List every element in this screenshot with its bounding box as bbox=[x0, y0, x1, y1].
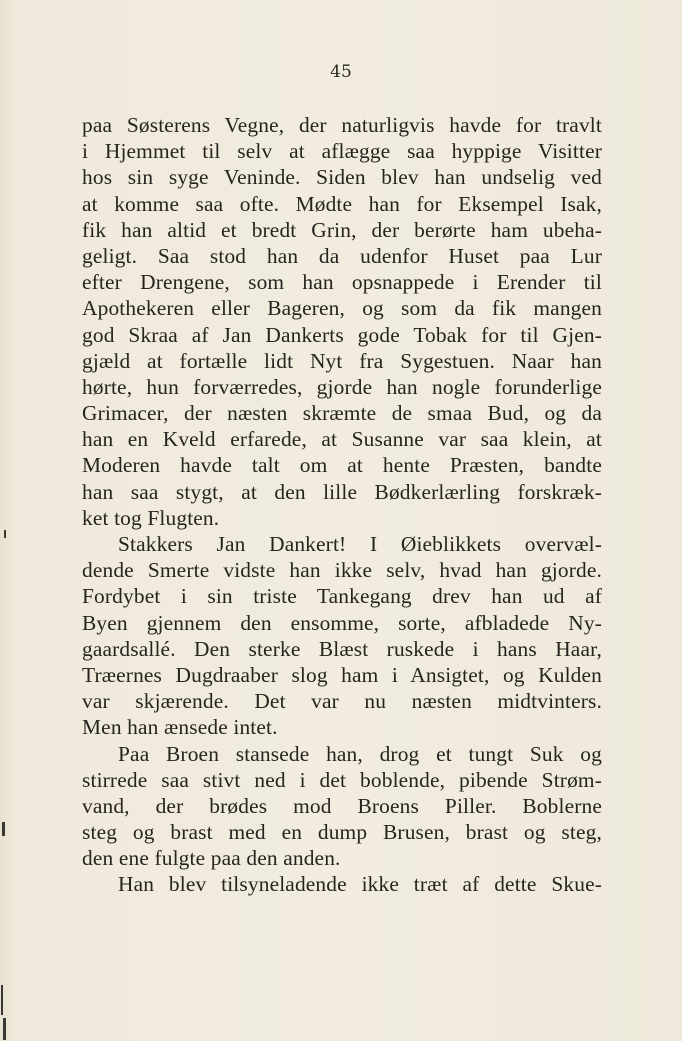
text-line: Byen gjennem den ensomme, sorte, afbladede Ny- bbox=[82, 610, 602, 635]
text-line: hos sin syge Veninde. Siden blev han undselig ved bbox=[82, 165, 602, 190]
text-line: Paa Broen stansede han, drog et tungt Suk og bbox=[118, 741, 602, 766]
text-line: ket tog Flugten. bbox=[82, 505, 220, 530]
text-line: Fordybet i sin triste Tankegang drev han ud af bbox=[82, 584, 602, 609]
text-line: god Skraa af Jan Dankerts gode Tobak for til Gjen- bbox=[82, 322, 602, 347]
text-line: steg og brast med en dump Brusen, brast og steg, bbox=[82, 820, 602, 845]
page-number: 45 bbox=[330, 62, 352, 82]
text-line: Træernes Dugdraaber slog ham i Ansigtet, og Kulden bbox=[82, 662, 602, 687]
text-line: i Hjemmet til selv at aflægge saa hyppige Visitter bbox=[82, 139, 602, 164]
text-line: efter Drengene, som han opsnappede i Erender til bbox=[82, 270, 602, 295]
text-line: han saa stygt, at den lille Bødkerlærling forskræk- bbox=[82, 479, 602, 504]
margin-mark bbox=[4, 530, 6, 538]
text-line: Stakkers Jan Dankert! I Øieblikkets overvæl- bbox=[118, 532, 602, 556]
text-line: at komme saa ofte. Mødte han for Eksempel Isak, bbox=[82, 191, 602, 216]
text-line: Han blev tilsyneladende ikke træt af dette Skue- bbox=[118, 872, 602, 897]
text-line: han en Kveld erfarede, at Susanne var saa klein, at bbox=[82, 427, 602, 452]
text-line: gjæld at fortælle lidt Nyt fra Sygestuen. Naar han bbox=[82, 348, 602, 373]
text-line: den ene fulgte paa den anden. bbox=[82, 846, 341, 871]
text-line: Grimacer, der næsten skræmte de smaa Bud, og da bbox=[82, 401, 602, 426]
text-line: geligt. Saa stod han da udenfor Huset paa Lur bbox=[82, 243, 602, 268]
body-text bbox=[82, 112, 602, 898]
text-line: Apothekeren eller Bageren, og som da fik mangen bbox=[82, 296, 602, 321]
text-line: var skjærende. Det var nu næsten midtvinters. bbox=[82, 689, 602, 714]
text-line: hørte, hun forværredes, gjorde han nogle forunderlige bbox=[82, 374, 602, 399]
margin-mark bbox=[1, 985, 3, 1015]
text-line: Men han ænsede intet. bbox=[82, 715, 278, 740]
text-line: paa Søsterens Vegne, der naturligvis havde for travlt bbox=[82, 113, 602, 137]
margin-mark bbox=[3, 1018, 6, 1040]
text-line: Moderen havde talt om at hente Præsten, bandte bbox=[82, 453, 602, 478]
margin-mark bbox=[2, 822, 5, 836]
text-line: gaardsallé. Den sterke Blæst ruskede i hans Haar, bbox=[82, 636, 602, 661]
text-line: fik han altid et bredt Grin, der berørte ham ubeha- bbox=[82, 217, 602, 242]
text-line: vand, der brødes mod Broens Piller. Boblerne bbox=[82, 793, 602, 818]
text-line: dende Smerte vidste han ikke selv, hvad han gjorde. bbox=[82, 558, 602, 583]
text-line: stirrede saa stivt ned i det boblende, pibende Strøm- bbox=[82, 767, 602, 792]
